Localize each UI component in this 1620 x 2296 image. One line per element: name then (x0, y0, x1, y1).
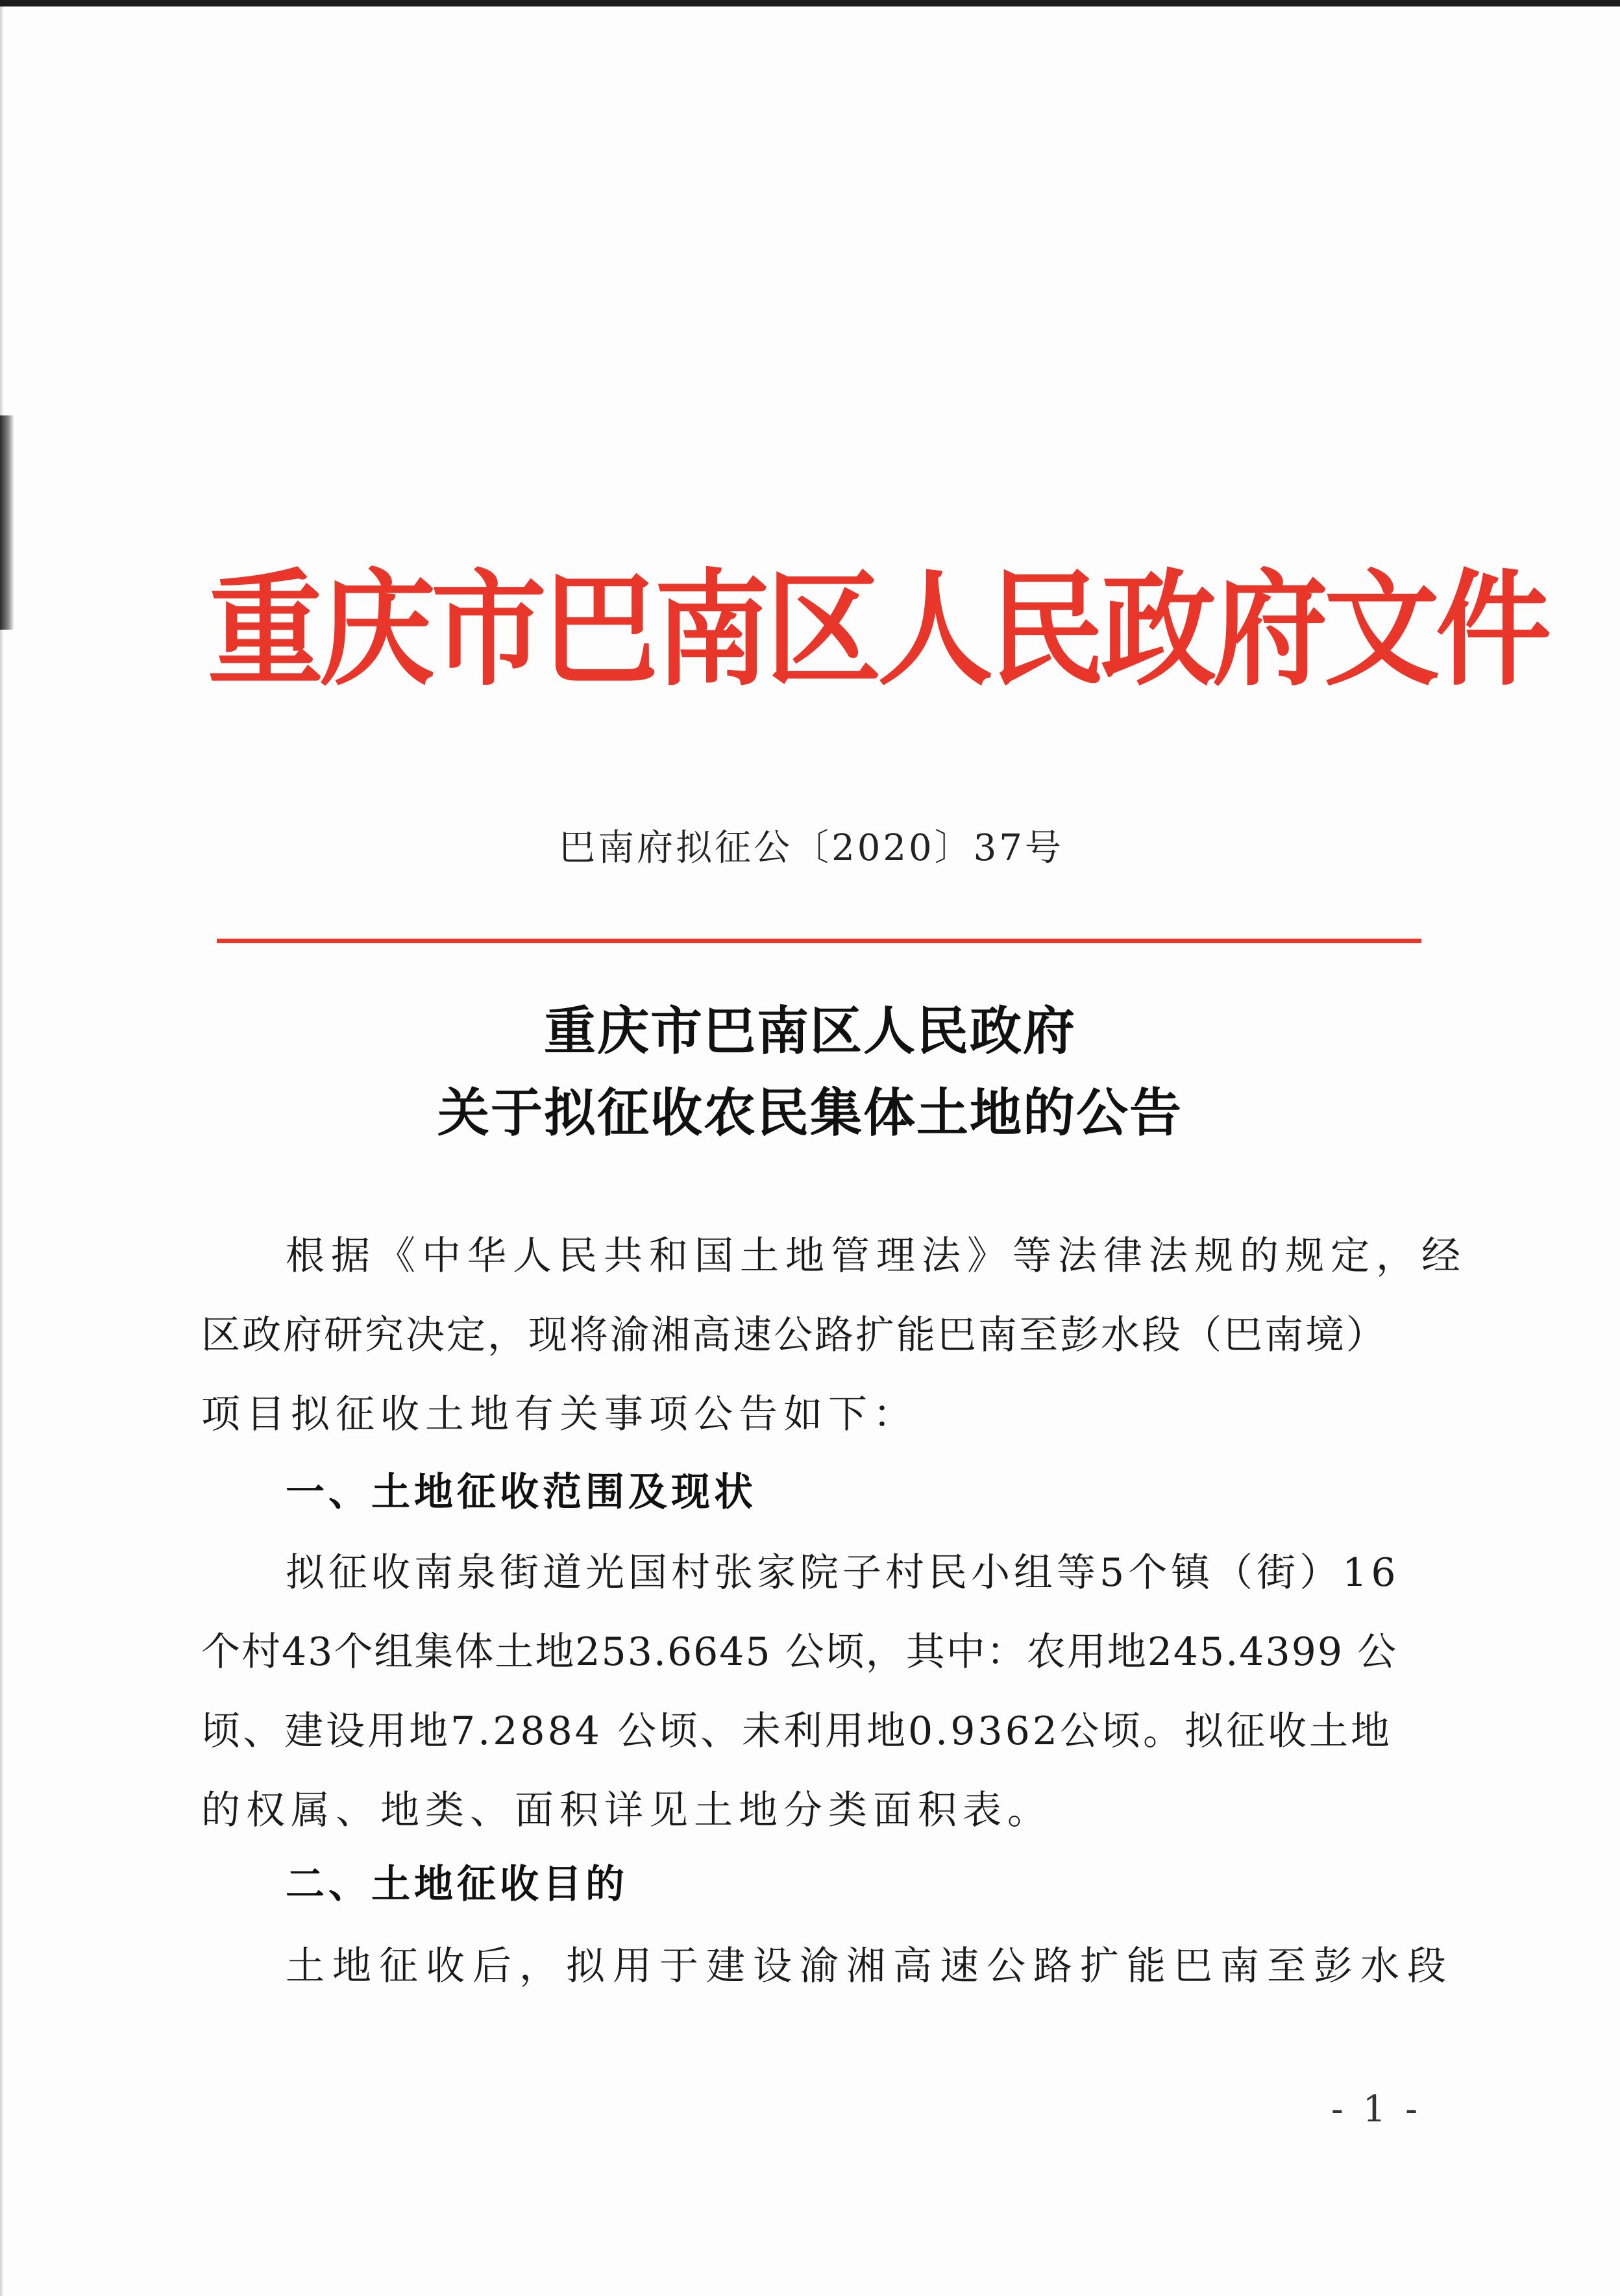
scan-top-edge (0, 0, 1620, 6)
scan-binding-shadow (0, 415, 14, 630)
section-2-heading: 二、土地征收目的 (286, 1862, 628, 1907)
document-number: 巴南府拟征公〔2020〕37号 (559, 827, 1064, 869)
red-divider-rule (217, 939, 1421, 943)
section-1-line-2: 个村43个组集体土地253.6645 公顷，其中：农用地245.4399 公 (201, 1629, 1398, 1675)
intro-line-3: 项目拟征收土地有关事项公告如下： (201, 1392, 918, 1437)
notice-title-line-2: 关于拟征收农民集体土地的公告 (437, 1083, 1183, 1143)
scan-left-edge (0, 6, 4, 2296)
page-number: - 1 - (1331, 2088, 1421, 2130)
section-1-line-4: 的权属、地类、面积详见土地分类面积表。 (201, 1788, 1052, 1833)
section-1-heading: 一、土地征收范围及现状 (286, 1470, 757, 1515)
document-masthead: 重庆市巴南区人民政府文件 (208, 556, 1547, 703)
section-2-line-1: 土地征收后，拟用于建设渝湘高速公路扩能巴南至彭水段 (286, 1944, 1454, 1989)
section-1-line-3: 顷、建设用地7.2884 公顷、未利用地0.9362公顷。拟征收土地 (201, 1709, 1392, 1754)
intro-line-2: 区政府研究决定，现将渝湘高速公路扩能巴南至彭水段（巴南境） (201, 1313, 1387, 1358)
notice-title-line-1: 重庆市巴南区人民政府 (544, 1001, 1076, 1061)
intro-line-1: 根据《中华人民共和国土地管理法》等法律法规的规定，经 (286, 1233, 1467, 1279)
section-1-line-1: 拟征收南泉街道光国村张家院子村民小组等5个镇（街）16 (286, 1550, 1400, 1596)
